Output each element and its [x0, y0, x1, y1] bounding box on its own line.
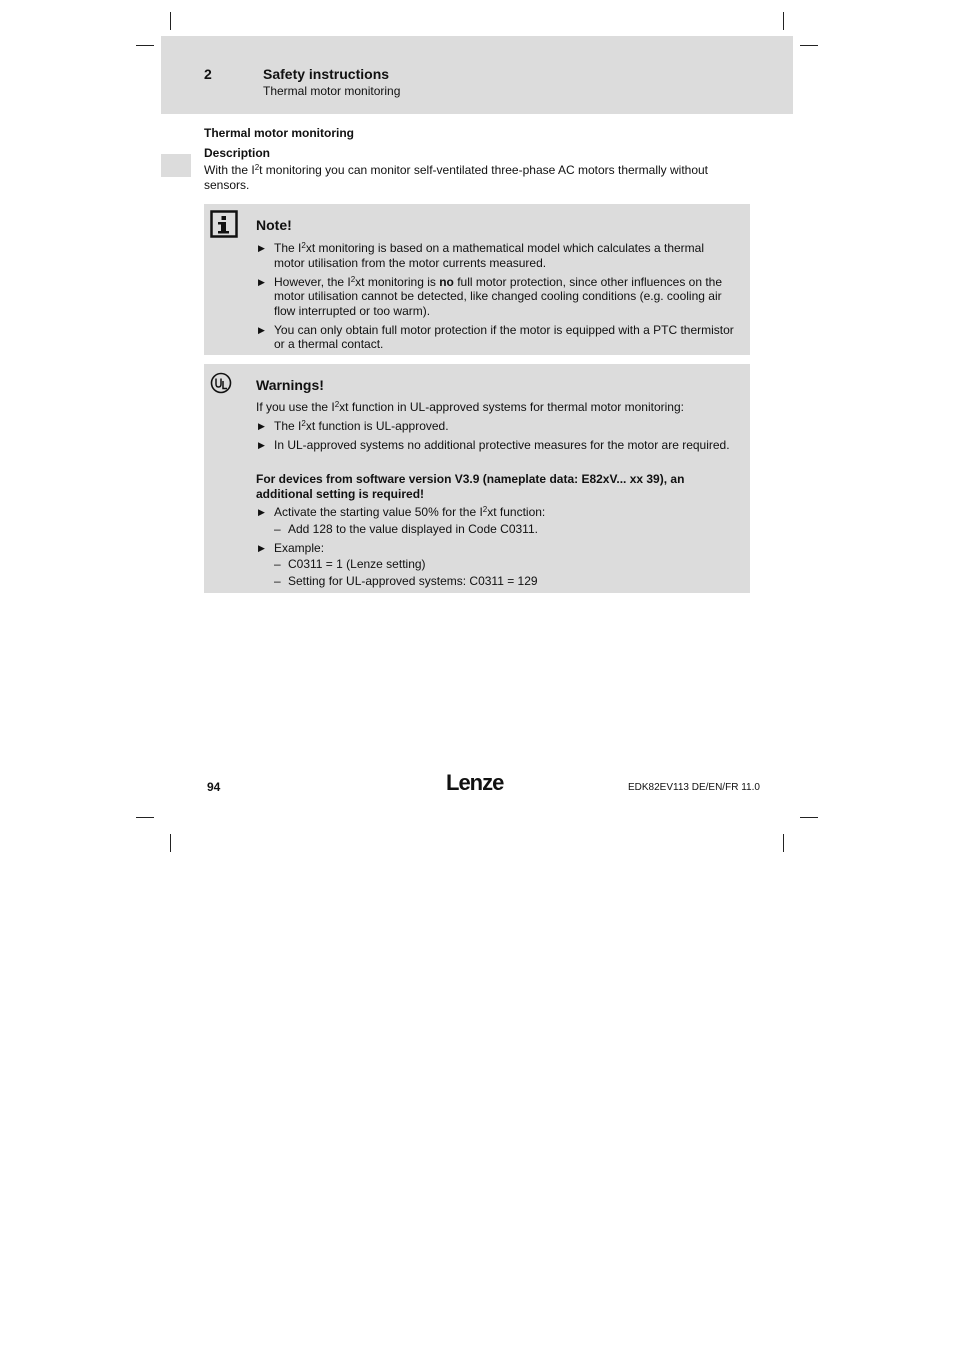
list-item: ▶ The $I^2xt$ monitoring is based on a mathematical model which calculates a thermal motor utilisation from the motor currents measured.: [258, 241, 705, 270]
chapter-number: 2: [204, 66, 212, 82]
lenze-logo: Lenze: [446, 770, 504, 795]
crop-mark: [136, 817, 154, 818]
list-item: ▶ Example: – C0311 = 1 (Lenze setting) – Setting for UL-approved systems: C0311 = 129: [256, 541, 736, 589]
document-id: EDK82EV113 DE/EN/FR 11.0: [628, 782, 760, 793]
list-item: ▶ Activate the starting value 50% for the $I^2xt$ function: – Add 128 to the value displayed in Code C0311.: [256, 505, 736, 536]
description-heading: Description: [204, 146, 271, 160]
description-text: With the $I^2t$ monitoring you can monitor self-ventilated three-phase AC motors thermally without sensors.: [204, 163, 709, 192]
list-item: ▶ However, the $I^2xt$ monitoring is no full motor protection, since other influences on the motor utilisation cannot be detected, like changed cooling conditions (e.g. cooling air flow interrupted or too warm).: [258, 274, 723, 318]
side-tab-marker: [161, 154, 191, 177]
crop-mark: [800, 817, 818, 818]
page-number: 94: [207, 780, 221, 794]
warnings-steps: [256, 505, 736, 593]
list-item: ▶ The $I^2xt$ function is UL-approved.: [258, 419, 449, 433]
sub-list-item: – C0311 = 1 (Lenze setting): [274, 557, 426, 571]
warnings-list: [256, 419, 736, 457]
note-box: [204, 204, 750, 355]
warnings-intro: If you use the $I^2xt$ function in UL-approved systems for thermal motor monitoring:: [256, 400, 684, 414]
crop-mark: [136, 45, 154, 46]
warnings-bold-notice: For devices from software version V3.9 (nameplate data: E82xV... xx 39), an additional setting is required!: [256, 472, 685, 501]
section-title: Thermal motor monitoring: [204, 126, 354, 140]
ul-mark-icon: [210, 372, 232, 399]
sub-list-item: – Add 128 to the value displayed in Code C0311.: [274, 521, 538, 536]
chapter-title: Safety instructions: [263, 66, 390, 82]
list-item: ▶ You can only obtain full motor protection if the motor is equipped with a PTC thermistor or a thermal contact.: [258, 322, 734, 351]
crop-mark: [170, 12, 171, 30]
crop-mark: [783, 12, 784, 30]
warnings-box: [204, 364, 750, 593]
list-item: ▶ In UL-approved systems no additional protective measures for the motor are required.: [258, 438, 730, 452]
sub-list-item: – Setting for UL-approved systems: C0311 = 129: [274, 574, 538, 588]
note-list: [256, 241, 736, 356]
crop-mark: [800, 45, 818, 46]
chapter-header: [161, 36, 793, 114]
warnings-title: Warnings!: [256, 377, 324, 393]
crop-mark: [170, 834, 171, 852]
crop-mark: [783, 834, 784, 852]
info-icon: [210, 210, 238, 243]
chapter-subtitle: Thermal motor monitoring: [263, 84, 401, 98]
note-title: Note!: [256, 217, 292, 233]
